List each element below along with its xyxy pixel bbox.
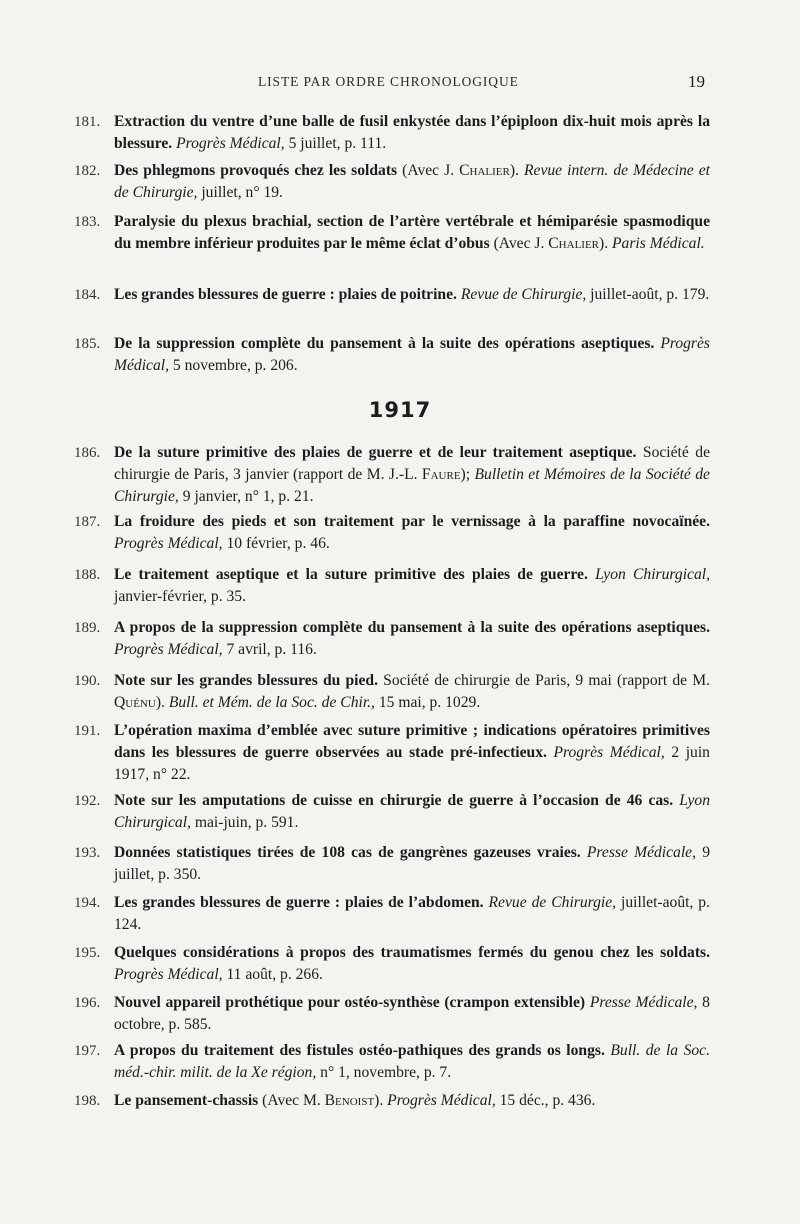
entry-title: De la suture primitive des plaies de guerre et de leur traitement aseptique. bbox=[114, 444, 637, 461]
entry-title: Note sur les grandes blessures du pied. bbox=[114, 672, 378, 689]
entry-journal: Revue de Chirurgie, bbox=[460, 286, 587, 303]
entry-journal: Progrès Médical, bbox=[114, 535, 223, 552]
entry-title: De la suppression complète du pansement à la suite des opérations aseptiques. bbox=[114, 335, 655, 352]
entry-coauthor: Chalier bbox=[548, 235, 600, 252]
entry-text: 15 mai, p. 1029. bbox=[374, 694, 481, 711]
entry-journal: Paris Médical. bbox=[612, 235, 705, 252]
bibliography-entry bbox=[74, 564, 710, 608]
entry-number: 184. bbox=[74, 287, 101, 303]
entry-coauthor: Benoist bbox=[324, 1092, 375, 1109]
entry-journal: Progrès Médical, bbox=[114, 335, 710, 374]
entry-journal: Presse Médicale, bbox=[589, 994, 698, 1011]
entry-text: janvier-février, p. 35. bbox=[114, 588, 246, 605]
entry-text: 5 novembre, p. 206. bbox=[169, 357, 298, 374]
entry-text: 10 février, p. 46. bbox=[222, 535, 330, 552]
entry-title: A propos de la suppression complète du pansement à la suite des opérations aseptiques. bbox=[114, 619, 710, 636]
bibliography-entry bbox=[74, 790, 710, 834]
entry-text: juillet, n° 19. bbox=[197, 184, 283, 201]
entry-title: Extraction du ventre d’une balle de fusil enkystée dans l’épiploon dix-huit mois après la blessure. bbox=[114, 113, 710, 152]
entry-number: 189. bbox=[74, 620, 101, 636]
entry-number: 186. bbox=[74, 445, 101, 461]
entry-journal: Bulletin et Mémoires de la Société de Chirurgie, bbox=[114, 466, 710, 505]
entry-text: 7 avril, p. 116. bbox=[222, 641, 317, 658]
entry-text: 11 août, p. 266. bbox=[222, 966, 323, 983]
bibliography-entry bbox=[74, 1040, 710, 1084]
entry-title: L’opération maxima d’emblée avec suture primitive ; indications opératoires primitives dans les blessures de guerre observées au stade pré-infectieux. bbox=[114, 722, 710, 761]
bibliography-entry bbox=[74, 1090, 710, 1112]
entry-text: 9 juillet, p. 350. bbox=[114, 844, 710, 883]
entry-journal: Revue de Chirurgie, bbox=[488, 894, 617, 911]
bibliography-entry bbox=[74, 992, 710, 1036]
entry-title: Paralysie du plexus brachial, section de l’artère vertébrale et hémiparésie spasmodique du membre inférieur produites par le même éclat d’obus bbox=[114, 213, 710, 252]
entry-text: (Avec J. bbox=[489, 235, 549, 252]
entry-text bbox=[588, 566, 595, 583]
entry-number: 197. bbox=[74, 1043, 101, 1059]
entry-title: Nouvel appareil prothétique pour ostéo-synthèse (crampon extensible) bbox=[114, 994, 586, 1011]
entry-text: (Avec J. bbox=[397, 162, 460, 179]
entry-text: (Avec M. bbox=[258, 1092, 325, 1109]
entry-text: 9 janvier, n° 1, p. 21. bbox=[178, 488, 314, 505]
bibliography-entry bbox=[74, 942, 710, 986]
entry-text: ). bbox=[509, 162, 525, 179]
entry-title: Données statistiques tirées de 108 cas de gangrènes gazeuses vraies. bbox=[114, 844, 581, 861]
entry-title: Les grandes blessures de guerre : plaies de poitrine. bbox=[114, 286, 457, 303]
entry-title: Note sur les amputations de cuisse en chirurgie de guerre à l’occasion de 46 cas. bbox=[114, 792, 674, 809]
page-number: 19 bbox=[688, 72, 705, 91]
entry-journal: Presse Médicale, bbox=[586, 844, 696, 861]
entry-number: 198. bbox=[74, 1093, 101, 1109]
bibliography-entry bbox=[74, 842, 710, 886]
bibliography-entry bbox=[74, 442, 710, 508]
bibliography-entry bbox=[74, 670, 710, 714]
bibliography-entry bbox=[74, 333, 710, 377]
bibliography-entry bbox=[74, 284, 710, 306]
year-heading: 1917 bbox=[368, 398, 432, 422]
entry-number: 182. bbox=[74, 163, 101, 179]
entry-text: juillet-août, p. 179. bbox=[586, 286, 710, 303]
entry-journal: Progrès Médical, bbox=[114, 966, 223, 983]
entry-journal: Revue intern. de Médecine et de Chirurgie, bbox=[114, 162, 710, 201]
entry-number: 193. bbox=[74, 845, 101, 861]
bibliography-entry bbox=[74, 160, 710, 204]
entry-title: Des phlegmons provoqués chez les soldats bbox=[114, 162, 398, 179]
entry-number: 194. bbox=[74, 895, 101, 911]
entry-journal: Progrès Médical, bbox=[114, 641, 223, 658]
entry-number: 196. bbox=[74, 995, 101, 1011]
entry-number: 181. bbox=[74, 114, 101, 130]
bibliography-entry bbox=[74, 211, 710, 255]
bibliography-entry bbox=[74, 111, 710, 155]
entry-text: mai-juin, p. 591. bbox=[190, 814, 299, 831]
entry-journal: Bull. et Mém. de la Soc. de Chir., bbox=[168, 694, 375, 711]
entry-coauthor: Quénu bbox=[114, 694, 156, 711]
running-head: LISTE PAR ORDRE CHRONOLOGIQUE bbox=[258, 74, 519, 89]
entry-text: ). bbox=[374, 1092, 388, 1109]
entry-journal: Lyon Chirurgical, bbox=[114, 792, 710, 831]
entry-text: Société de chirurgie de Paris, 9 mai (rapport de M. bbox=[377, 672, 710, 689]
entry-text: ). bbox=[155, 694, 169, 711]
entry-title: Le pansement-chassis bbox=[114, 1092, 259, 1109]
entry-text: 15 déc., p. 436. bbox=[495, 1092, 596, 1109]
entry-title: A propos du traitement des fistules ostéo-pathiques des grands os longs. bbox=[114, 1042, 605, 1059]
entry-number: 191. bbox=[74, 723, 101, 739]
entry-journal: Progrès Médical, bbox=[387, 1092, 496, 1109]
entry-journal: Progrès Médical, bbox=[176, 135, 285, 152]
entry-coauthor: Chalier bbox=[459, 162, 510, 179]
entry-number: 183. bbox=[74, 214, 101, 230]
entry-title: Les grandes blessures de guerre : plaies de l’abdomen. bbox=[114, 894, 484, 911]
entry-coauthor: Faure bbox=[421, 466, 461, 483]
entry-text: 5 juillet, p. 111. bbox=[284, 135, 387, 152]
entry-title: Quelques considérations à propos des traumatismes fermés du genou chez les soldats. bbox=[114, 944, 710, 961]
entry-text: 8 octobre, p. 585. bbox=[114, 994, 710, 1033]
page-header bbox=[0, 70, 800, 94]
entry-number: 190. bbox=[74, 673, 101, 689]
bibliography-entry bbox=[74, 617, 710, 661]
entry-journal: Bull. de la Soc. méd.-chir. milit. de la Xe région, bbox=[114, 1042, 710, 1081]
bibliography-entry bbox=[74, 511, 710, 555]
entry-number: 192. bbox=[74, 793, 101, 809]
entry-journal: Progrès Médical, bbox=[553, 744, 665, 761]
entry-text: ); bbox=[460, 466, 475, 483]
entry-text: n° 1, novembre, p. 7. bbox=[316, 1064, 452, 1081]
entry-journal: Lyon Chirurgical, bbox=[595, 566, 710, 583]
entry-text: 2 juin 1917, n° 22. bbox=[114, 744, 710, 783]
entry-text: Société de chirurgie de Paris, 3 janvier (rapport de M. J.-L. bbox=[114, 444, 710, 483]
entry-text: ). bbox=[599, 235, 613, 252]
bibliography-entry bbox=[74, 892, 711, 936]
bibliography-entry bbox=[74, 720, 710, 786]
entry-number: 188. bbox=[74, 567, 101, 583]
entry-title: La froidure des pieds et son traitement par le vernissage à la paraffine novocaïnée. bbox=[114, 513, 710, 530]
entry-number: 185. bbox=[74, 336, 101, 352]
entry-number: 195. bbox=[74, 945, 101, 961]
entry-title: Le traitement aseptique et la suture primitive des plaies de guerre. bbox=[114, 566, 588, 583]
entry-text: juillet-août, p. 124. bbox=[114, 894, 711, 933]
entry-number: 187. bbox=[74, 514, 101, 530]
